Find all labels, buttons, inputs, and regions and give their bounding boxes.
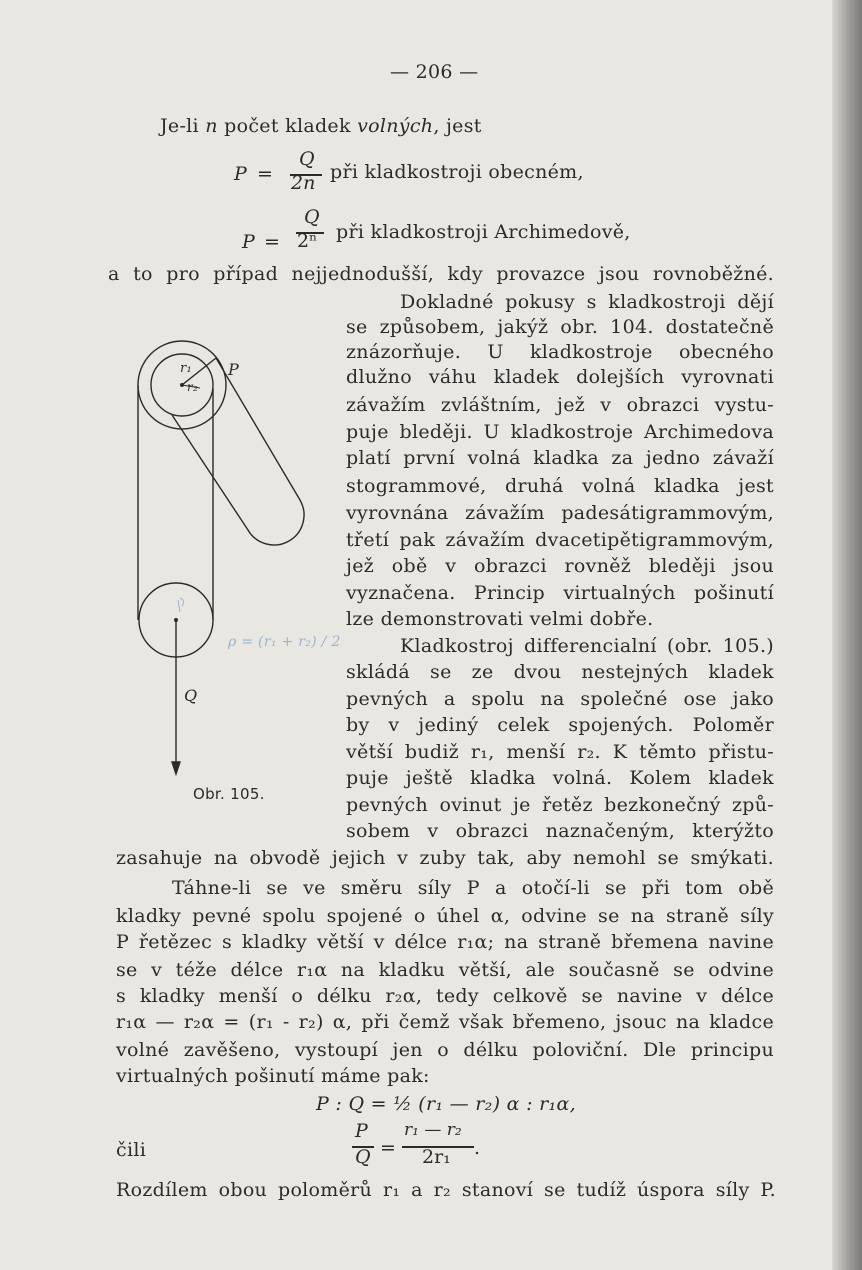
body-line: volné zavěšeno, vystoupí jen o délku poloviční. Dle principu [116, 1039, 774, 1061]
right-column-line: Dokladné pokusy s kladkostroji dějí [400, 291, 774, 313]
figure-pencil-note: ρ = (r₁ + r₂) / 2 [228, 634, 341, 650]
right-column-line: vyznačena. Princip virtualných pošinutí [346, 582, 774, 604]
right-column-line: stogrammové, druhá volná kladka jest [346, 475, 774, 497]
figure-label-r2: r₂ [187, 380, 199, 394]
right-column-line: znázorňuje. U kladkostroje obecného [346, 341, 774, 363]
page-number: — 206 — [390, 61, 479, 83]
right-column-line: dlužno váhu kladek dolejších vyrovnati [346, 366, 774, 388]
figure-label-p: P [228, 360, 240, 379]
last-line: Rozdílem obou poloměrů r₁ a r₂ stanoví se tudíž úspora síly P. [116, 1179, 776, 1201]
figure-caption: Obr. 105. [193, 785, 265, 803]
equation-2-end: . [474, 1137, 481, 1159]
equation-2-rhs-den: 2r₁ [422, 1146, 451, 1168]
formula-1-den: 2n [291, 172, 316, 194]
intro-pre: Je-li [160, 115, 206, 137]
equation-2-rhs-fraction [402, 1120, 482, 1172]
right-column-line: platí první volná kladka za jedno závaží [346, 447, 774, 469]
page-edge-shadow [832, 0, 862, 1270]
body-line: virtualných pošinutí máme pak: [116, 1065, 430, 1087]
formula-2-lhs: P [242, 231, 256, 253]
figure-label-r1: r₁ [180, 361, 193, 376]
right-column-line: skládá se ze dvou nestejných kladek [346, 661, 774, 683]
right-column-line: puje bleději. U kladkostroje Archimedova [346, 421, 774, 443]
formula-2-fraction [296, 206, 330, 256]
formula-2-den: 2ⁿ [297, 230, 318, 252]
body-line: s kladky menší o délku r₂α, tedy celkově se navine v délce [116, 985, 774, 1007]
equation-1: P : Q = ½ (r₁ — r₂) α : r₁α, [316, 1093, 576, 1115]
formula-2-num: Q [304, 206, 320, 228]
equation-2-eq: = [380, 1137, 397, 1159]
body-line: zasahuje na obvodě jejich v zuby tak, aby nemohl se smýkati. [116, 847, 774, 869]
formula-1-text: při kladkostroji obecném, [330, 161, 584, 183]
intro-post: , jest [433, 115, 482, 137]
formula-1-lhs: P [234, 163, 248, 185]
right-column-line: by v jediný celek spojených. Poloměr [346, 714, 774, 736]
right-column-line: závažím zvláštním, jež v obrazci vystu- [346, 394, 774, 416]
body-line: kladky pevné spolu spojené o úhel α, odvine se na straně síly [116, 905, 774, 927]
equation-2-lhs-num: P [355, 1120, 368, 1142]
body-line: se v téže délce r₁α na kladku větší, ale současně se odvine [116, 959, 774, 981]
figure-label-q: Q [184, 686, 198, 705]
body-line: Táhne-li se ve směru síly P a otočí-li se při tom obě [172, 877, 774, 899]
right-column-line: puje ještě kladka volná. Kolem kladek [346, 767, 774, 789]
right-column-line: vyrovnána závažím padesátigrammovým, [346, 502, 774, 524]
body-line: r₁α — r₂α = (r₁ - r₂) α, při čemž však břemeno, jsouc na kladce [116, 1011, 774, 1033]
pulley-figure [120, 330, 360, 810]
formula-1-num: Q [299, 148, 315, 170]
intro-n: n [205, 115, 218, 137]
right-column-line: lze demonstrovati velmi dobře. [346, 608, 654, 630]
right-column-line: větší budiž r₁, menší r₂. K těmto přistu- [346, 741, 774, 763]
formula-2-eq: = [264, 231, 281, 253]
cili-word: čili [116, 1139, 147, 1161]
right-column-line: sobem v obrazci naznačeným, kterýžto [346, 820, 774, 842]
right-column-line: se způsobem, jakýž obr. 104. dostatečně [346, 316, 774, 338]
equation-2-rhs-num: r₁ — r₂ [404, 1120, 462, 1140]
right-column-line: Kladkostroj differencialní (obr. 105.) [400, 635, 774, 657]
intro-volnych: volných [357, 115, 434, 137]
chain-inner [182, 416, 248, 530]
equation-2-lhs-den: Q [355, 1146, 371, 1168]
intro-mid: počet kladek [217, 115, 358, 137]
formula-1-fraction [290, 148, 324, 198]
formula-1-eq: = [257, 163, 274, 185]
equation-2-lhs-fraction [352, 1120, 376, 1172]
right-column-line: jež obě v obrazci rovněž bleději jsou [346, 555, 774, 577]
intro-line [160, 114, 482, 138]
paragraph-1-end: a to pro případ nejjednodušší, kdy provazce jsou rovnoběžné. [108, 263, 774, 285]
right-column-line: třetí pak závažím dvacetipětigrammovým, [346, 529, 774, 551]
pencil-mark [178, 598, 184, 612]
body-line: P řetězec s kladky větší v délce r₁α; na straně břemena navine [116, 931, 774, 953]
load-arrow [172, 762, 180, 774]
right-column-line: pevných a spolu na společné ose jako [346, 688, 774, 710]
formula-2-text: při kladkostroji Archimedově, [336, 221, 631, 243]
right-column-line: pevných ovinut je řetěz bezkonečný způ- [346, 794, 774, 816]
